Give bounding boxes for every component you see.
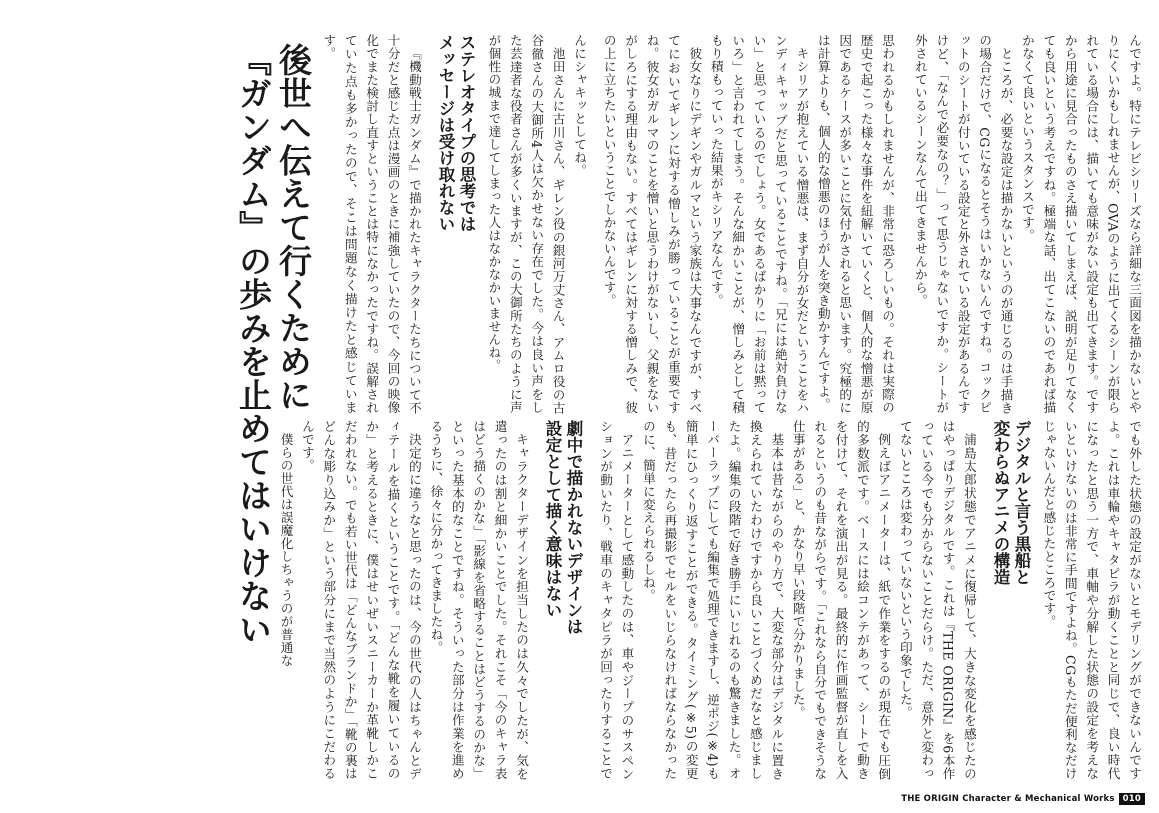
rp-bottom-heading: 劇中で描かれないデザインは 設定として描く意味はない	[543, 420, 583, 635]
book-title: THE ORIGIN Character & Mechanical Works	[901, 794, 1115, 804]
lp-bottom-heading: デジタルと言う黒船と 変わらぬアニメの構造	[990, 420, 1031, 585]
lp-bottom-para-3: 基本は昔ながらのやり方で、大変な部分はデジタルに置き換えられていたわけですから良いことづくめだなと感じましたよ。編集の段階で好き勝手にいじれるのも驚きました。オーバーラップにしても編集で処理できますし、逆ポジ(※4)も簡単にひっくり返すことができる。タイミング(※5)の変更も、昔だったら再撮影でセルをいじらなければならなかったのに、簡単に変えられるしね。	[640, 420, 785, 780]
rp-top-para-2: 池田さんに古川さん、ギレン役の銀河万丈さん、アムロ役の古谷徹さんの大御所4人は欠かせない存在でした。今は良い声をした芸達者な役者さんが多くいますが、この大御所たちのように声が個性の城まで達してしまった人はなかなかいませんね。	[486, 34, 566, 414]
lp-top-right-para-1: んですよ。特にテレビシリーズなら詳細な三面図を描かないとやりにくいかもしれませんが、OVAのように出てくるシーンが限られている場合には、描いても意味がない設定も出てきます。ですから用途に見合ったものさえ描いてしまえば、説明が足りてなくても良いという考えですね。極端な話、出てこないのであれば描かなくて良いというスタンスです。	[1019, 34, 1142, 414]
lp-top-para-2: キシリアが抱えている憎悪は、まず自分が女だということをハンディキャップだと思っていることですね。「兄には絶対負けない」と思っているのでしょう。女であるばかりに「お前は黙っていろ」と言われてしまう。そんな細かいことが、憎しみとして積もり積もっていった結果がキシリアなんです。	[708, 34, 810, 414]
rp-bottom-left	[60, 34, 230, 414]
page-footer	[901, 793, 1145, 805]
rp-top-para-1: んにシャキッとしてね。	[572, 34, 587, 177]
lp-top-para-3: 彼女なりにデギンやガルマという家族は大事なんですが、すべてにおいてギレンに対する憎しみが勝っていることが重要ですね。彼女がガルマのことを憎いと思うわけがないし、父親をないがしろにする理由もない。すべてはギレンに対する憎しみで、彼の上に立ちたいということでしかないんです。	[601, 34, 703, 414]
lp-top-right	[905, 34, 1145, 414]
page-number: 010	[1119, 793, 1145, 805]
rp-top	[318, 34, 590, 414]
rp-bottom-para-2: 決定的に違うなと思ったのは、今の世代の人はちゃんとディテールを描くということです。「どんな靴を履いているのか」と考えるときに、僕はせいぜいスニーカーか革靴しかこだわれない。でも若い世代は「どんなブランドか」「靴の裏はどんな彫り込みか」という部分にまで当然のようにこだわるんです。	[299, 420, 422, 780]
lp-bottom-para-pre: でも外した状態の設定がないとモデリングができないんですよ。これは車輪やキャタピラが動くことと同じで、良い時代になったと思う一方で、車軸や分解した状態の設定を考えないといけないのは非常に手間ですよね。CGもただ便利なだけじゃないんだと感じたところです。	[1041, 420, 1142, 780]
lp-top	[598, 34, 898, 414]
rp-top-para-3: 『機動戦士ガンダム』で描かれたキャラクターたちについて不十分だと感じた点は漫画のときに補強していたので、今回の映像化でまた検討し直すということは特になかったですね。誤解されていた点も多かったので、そこは問題なく描けたと感じています。	[321, 34, 422, 414]
rp-bottom-para-1: キャラクターデザインを担当したのは久々でしたが、気を遣ったのは割と細かいことでした。それこそ「今のキャラ表はどう描くのかな」「影線を省略することはどうするのかな」といった基本的なことですね。そういった部分は作業を進めるうちに、徐々に分かってきましたね。	[428, 420, 529, 780]
lp-bottom-para-1: 浦島太郎状態でアニメに復帰して、大きな変化を感じたのはやっぱりデジタルです。これは『THE ORIGIN』を6本作っている今でも分からないことだらけ。ただ、意外と変わってないところは変わっていないという印象でした。	[897, 420, 977, 780]
rp-top-heading: ステレオタイプの思考では メッセージは受け取れない	[435, 34, 476, 232]
lp-top-right-para-2: ところが、必要な設定は描かないというのが通じるのは手描きの場合だけで、CGになるとそうはいかないんですね。コックピットのシートが付いている設定と外されている設定があるんですけど、「なんで必要なの？」って思うじゃないですか。シートが外されているシーンなんて出てきませんから。	[912, 34, 1014, 414]
lp-bottom-para-2: 例えばアニメーターは、紙で作業をするのが現在でも圧倒的多数派です。ベースには絵コンテがあって、シートで動きを付けて、それを演出が見る。最終的に作画監督が直しを入れるというのも昔ながらです。「これなら自分でもできそうな仕事がある」と、かなり早い段階で分かりました。	[790, 420, 892, 780]
lp-bottom	[598, 420, 1145, 780]
lp-top-para-1: 思われるかもしれませんが、非常に恐ろしいもの。それは実際の歴史で起こった様々な事件を紐解いていくと、個人的な憎悪が原因であるケースが多いことに気付かされると思います。究極的には計算よりも、個人的な憎悪のほうが人を突き動かすんですよ。	[815, 34, 895, 414]
lp-bottom-para-4: アニメーターとして感動したのは、車やジープのサスペンションが動いたり、戦車のキャタピラが回ったりすることで	[598, 420, 635, 780]
rp-bottom	[60, 420, 590, 780]
rp-bottom-para-3: 僕らの世代は誤魔化しちゃうのが普通な	[278, 432, 294, 667]
article-title: 後世へ伝えて行くために 『ガンダム』の歩みを止めてはいけない	[234, 43, 313, 646]
